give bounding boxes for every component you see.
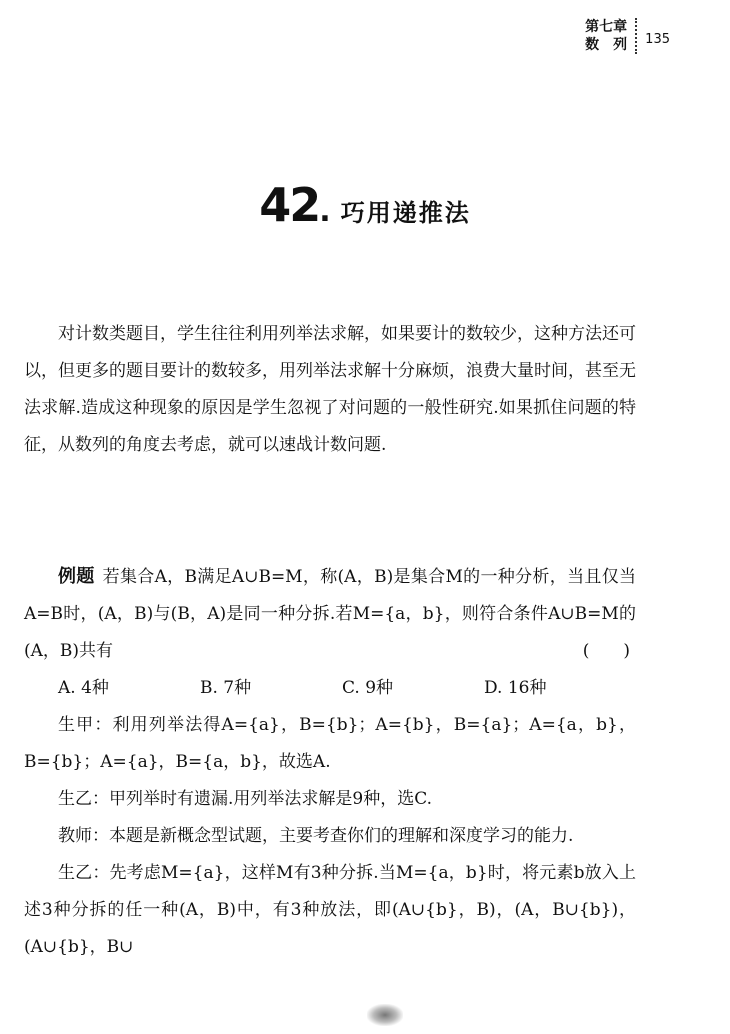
example-question [24, 558, 636, 670]
section-number: 42 [259, 178, 320, 232]
page-number: 135 [645, 32, 670, 47]
section-title [0, 178, 730, 232]
option-d: D. 16种 [484, 678, 547, 698]
section-number-dot: . [319, 194, 331, 229]
option-c: C. 9种 [342, 678, 394, 698]
section-title-text: 巧用递推法 [340, 199, 471, 227]
example-label: 例题 [58, 566, 95, 587]
example-section [24, 558, 636, 966]
page-header [585, 18, 670, 54]
option-a: A. 4种 [58, 678, 109, 698]
chapter-number: 第七章 [585, 19, 628, 35]
option-b: B. 7种 [200, 678, 252, 698]
dialogue-student-b-2: 生乙：先考虑M={a}，这样M有3种分拆.当M={a，b}时，将元素b放入上述3种分拆的任一种(A，B)中，有3种放法，即(A∪{b}，B)，(A，B∪{b})，(A∪{b}，B∪ [24, 863, 637, 957]
chapter-subject: 数 列 [585, 37, 628, 53]
scan-smudge [367, 1004, 403, 1026]
intro-paragraph: 对计数类题目，学生往往利用列举法求解，如果要计的数较少，这种方法还可以，但更多的题目要计的数较多，用列举法求解十分麻烦，浪费大量时间，甚至无法求解.造成这种现象的原因是学生忽视了对问题的一般性研究.如果抓住问题的特征，从数列的角度去考虑，就可以速战计数问题. [24, 324, 636, 455]
dialogue-student-a: 生甲：利用列举法得A={a}，B={b}；A={b}，B={a}；A={a，b}，B={b}；A={a}，B={a，b}，故选A. [24, 715, 636, 772]
dialogue-teacher: 教师：本题是新概念型试题，主要考查你们的理解和深度学习的能力. [58, 826, 574, 846]
answer-options [24, 670, 636, 707]
example-question-text: 若集合A，B满足A∪B=M，称(A，B)是集合M的一种分析，当且仅当A=B时，(A，B)与(B，A)是同一种分拆.若M={a，b}，则符合条件A∪B=M的(A，B)共有 [24, 567, 637, 661]
chapter-heading [585, 18, 637, 54]
dialogue-student-b: 生乙：甲列举时有遗漏.用列举法求解是9种，选C. [58, 789, 433, 809]
answer-paren: ( ) [582, 641, 630, 661]
